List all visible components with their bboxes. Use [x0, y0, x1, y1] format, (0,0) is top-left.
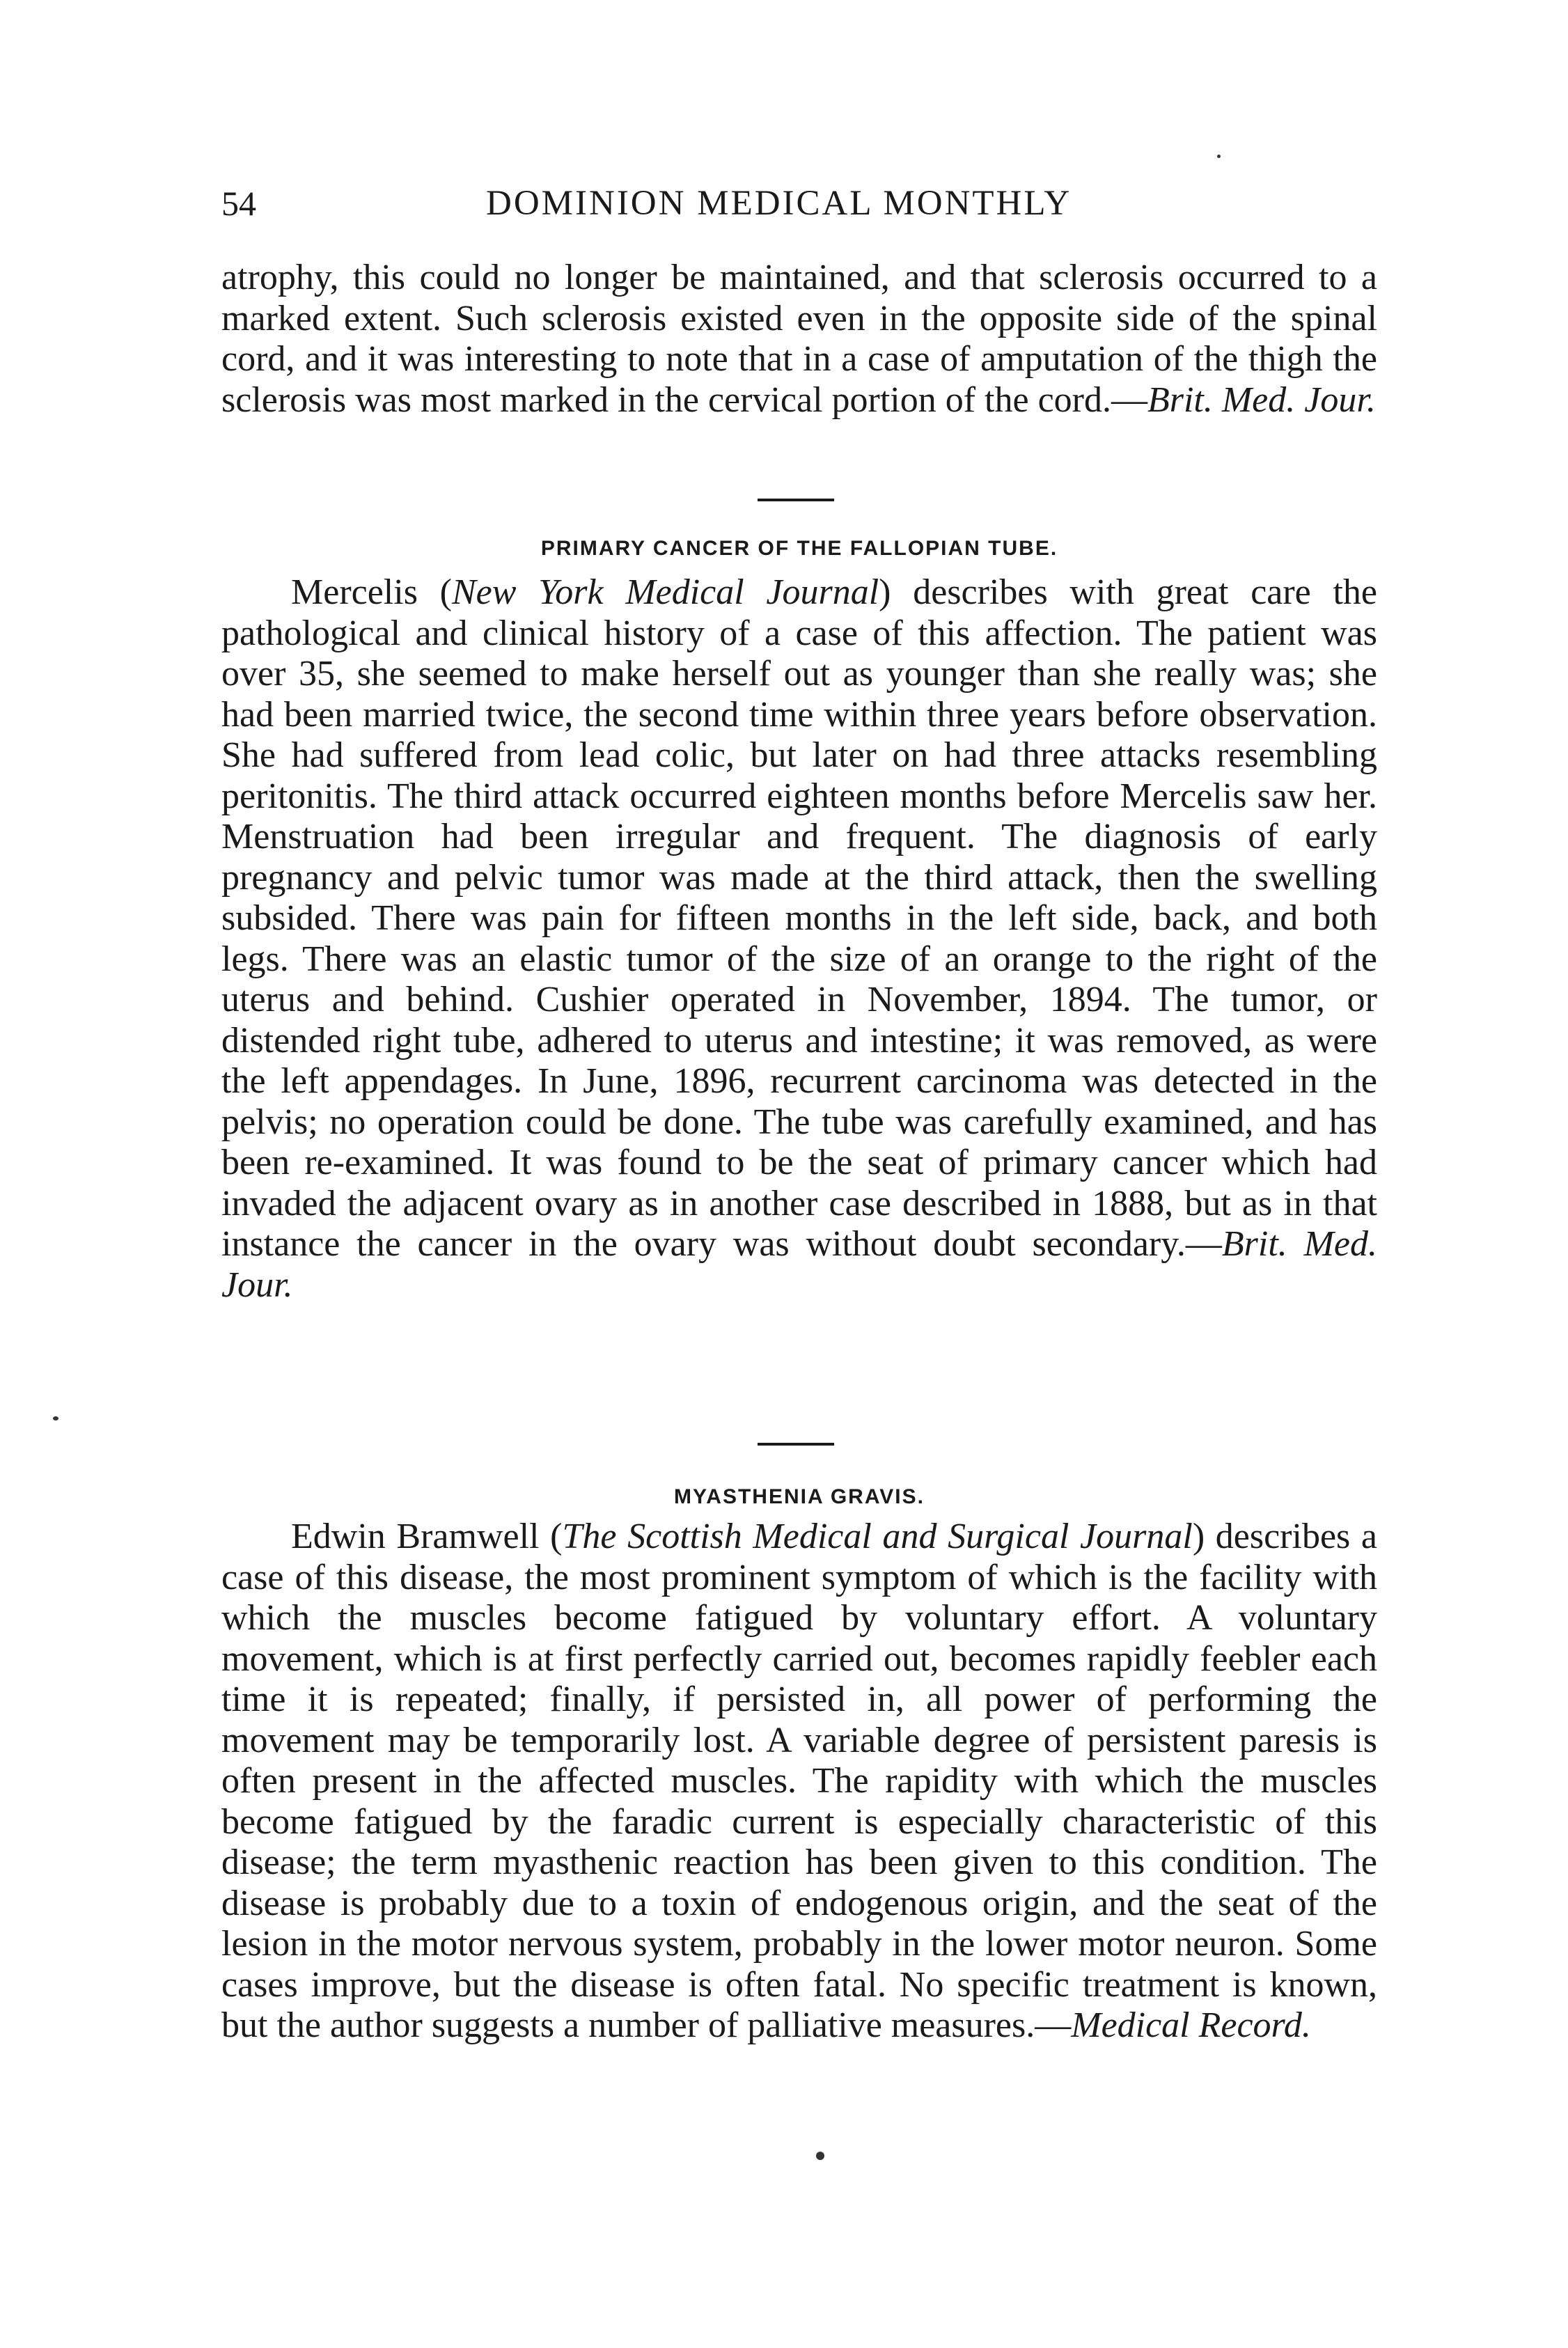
footer-dot [816, 2152, 824, 2160]
paragraph-lead: Mercelis ( [291, 572, 452, 612]
section-divider [758, 1443, 834, 1446]
print-speck [53, 1416, 58, 1420]
article-heading: MYASTHENIA GRAVIS. [674, 1485, 925, 1508]
continued-paragraph [221, 258, 1377, 421]
article-paragraph [221, 572, 1377, 1306]
article-paragraph [221, 1517, 1377, 2046]
paragraph-text: ) describes a case of this disease, the most prominent symptom of which is the facility with which the muscles become fatigued by voluntary effort. A voluntary movement, which is at first perfectly carried out, becomes rapidly feebler each time it is repeated; finally, if persisted in, all power of performing the movement may be temporarily lost. A variable degree of persistent paresis is often present in the affected muscles. The rapidity with which the muscles become fatigued by the faradic current is especially characteristic of this disease; the term myasthenic reaction has been given to this condition. The disease is probably due to a toxin of endogenous origin, and the seat of the lesion in the motor nervous system, probably in the lower motor neuron. Some cases improve, but the disease is often fatal. No specific treatment is known, but the author suggests a number of palliative measures.— [221, 1517, 1377, 2045]
source-journal: The Scottish Medical and Surgical Journal [562, 1517, 1193, 1556]
paragraph-text: ) describes with great care the pathological and clinical history of a case of this affection. The patient was over 35, she seemed to make herself out as younger than she really was; she had been married twice, the second time within three years before observation. She had suffered from lead colic, but later on had three attacks resembling peritonitis. The third attack occurred eighteen months before Mercelis saw her. Menstruation had been irregular and frequent. The diagnosis of early pregnancy and pelvic tumor was made at the third attack, then the swelling subsided. There was pain for fifteen months in the left side, back, and both legs. There was an elastic tumor of the size of an orange to the right of the uterus and behind. Cushier operated in November, 1894. The tumor, or distended right tube, adhered to uterus and intestine; it was removed, as were the left appendages. In June, 1896, recurrent carcinoma was detected in the pelvis; no operation could be done. The tube was carefully examined, and has been re-examined. It was found to be the seat of primary cancer which had invaded the adjacent ovary as in another case described in 1888, but as in that instance the cancer in the ovary was without doubt secondary.— [221, 572, 1378, 1264]
citation: Brit. Med. Jour. [221, 1224, 1377, 1305]
paragraph-lead: Edwin Bramwell ( [291, 1517, 563, 1556]
page-number: 54 [221, 184, 256, 223]
citation: Brit. Med. Jour. [1147, 379, 1376, 420]
citation: Medical Record. [1071, 2005, 1311, 2045]
print-speck [1217, 155, 1221, 158]
paragraph-text: atrophy, this could no longer be maintained, and that sclerosis occurred to a marked extent. Such sclerosis existed even in the opposite side of the spinal cord, and it was interesting to note that in a case of amputation of the thigh the sclerosis was most marked in the cervical portion of the cord.— [221, 258, 1377, 420]
journal-title: DOMINION MEDICAL MONTHLY [486, 184, 1072, 223]
section-divider [758, 499, 834, 501]
source-journal: New York Medical Journal [451, 572, 879, 612]
article-heading: PRIMARY CANCER OF THE FALLOPIAN TUBE. [540, 537, 1058, 560]
running-head [221, 182, 1377, 231]
